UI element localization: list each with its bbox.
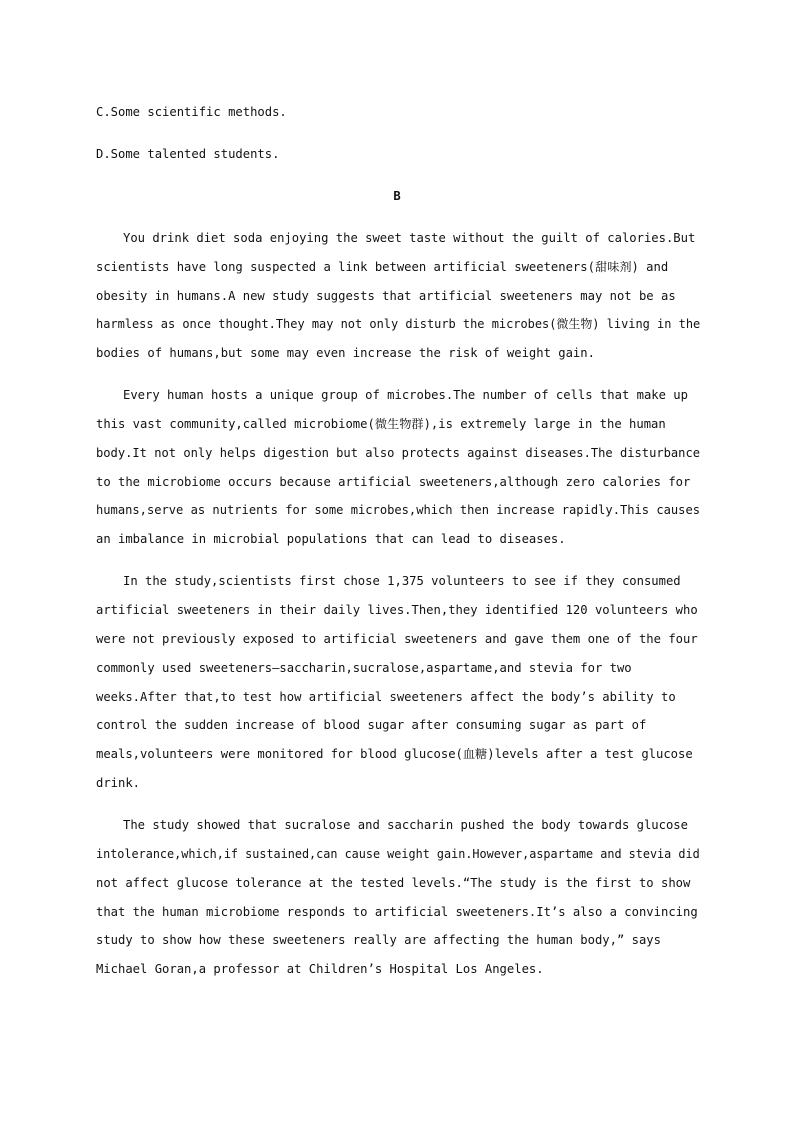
paragraph-line: were not previously exposed to artificial sweeteners and gave them one of the four — [96, 632, 698, 646]
paragraph-line: The study showed that sucralose and saccharin pushed the body towards glucose — [123, 818, 688, 832]
paragraph-line: meals,volunteers were monitored for blood glucose(血糖)levels after a test glucose — [96, 747, 693, 761]
paragraph-line: Every human hosts a unique group of microbes.The number of cells that make up — [123, 388, 688, 402]
option-d: D.Some talented students. — [96, 147, 280, 161]
section-label: B — [393, 189, 401, 203]
paragraph-line: scientists have long suspected a link between artificial sweeteners(甜味剂) and — [96, 260, 669, 274]
paragraph-line: artificial sweeteners in their daily lives.Then,they identified 120 volunteers who — [96, 603, 698, 617]
paragraph-line: intolerance,which,if sustained,can cause weight gain.However,aspartame and stevia did — [96, 847, 700, 861]
paragraph-line: control the sudden increase of blood sugar after consuming sugar as part of — [96, 718, 647, 732]
paragraph-line: that the human microbiome responds to artificial sweeteners.It’s also a convincing — [96, 905, 698, 919]
paragraph-line: bodies of humans,but some may even increase the risk of weight gain. — [96, 346, 595, 360]
paragraph-line: Michael Goran,a professor at Children’s Hospital Los Angeles. — [96, 962, 544, 976]
paragraph-line: obesity in humans.A new study suggests that artificial sweeteners may not be as — [96, 289, 676, 303]
paragraph-line: to the microbiome occurs because artificial sweeteners,although zero calories for — [96, 475, 691, 489]
paragraph-line: humans,serve as nutrients for some microbes,which then increase rapidly.This causes — [96, 503, 701, 517]
paragraph-line: an imbalance in microbial populations that can lead to diseases. — [96, 532, 566, 546]
paragraph-line: weeks.After that,to test how artificial sweeteners affect the body’s ability to — [96, 690, 676, 704]
paragraph-line: drink. — [96, 776, 141, 790]
paragraph-line: You drink diet soda enjoying the sweet taste without the guilt of calories.But — [123, 231, 696, 245]
option-c: C.Some scientific methods. — [96, 105, 287, 119]
paragraph-line: not affect glucose tolerance at the tested levels.“The study is the first to show — [96, 876, 691, 890]
paragraph-line: harmless as once thought.They may not only disturb the microbes(微生物) living in the — [96, 317, 701, 331]
paragraph-line: body.It not only helps digestion but also protects against diseases.The disturbance — [96, 446, 701, 460]
paragraph-line: this vast community,called microbiome(微生物群),is extremely large in the human — [96, 417, 666, 431]
paragraph-line: commonly used sweeteners—saccharin,sucralose,aspartame,and stevia for two — [96, 661, 632, 675]
paragraph-line: study to show how these sweeteners really are affecting the human body,” says — [96, 933, 661, 947]
paragraph-line: In the study,scientists first chose 1,375 volunteers to see if they consumed — [123, 574, 681, 588]
